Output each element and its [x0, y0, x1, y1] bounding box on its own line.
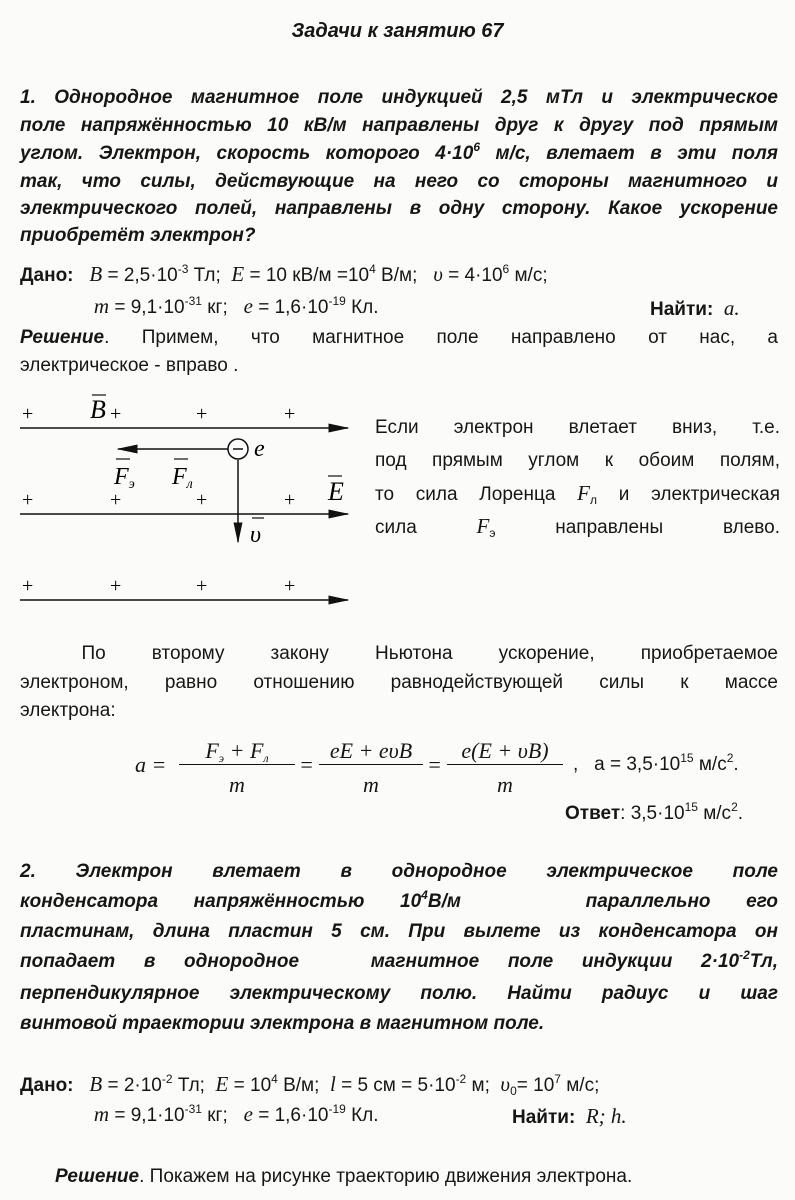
- page-title: Задачи к занятию 67: [291, 20, 504, 42]
- problem-2-line: [20, 950, 778, 974]
- newton-text: электроном, равно отношению равнодействующей силы к массе: [20, 672, 778, 693]
- plus-sign: +: [196, 489, 208, 511]
- plus-sign: +: [284, 403, 296, 425]
- text-segment: -3: [177, 262, 189, 276]
- newton-text: электрона:: [20, 700, 116, 721]
- text-segment: -2: [455, 1072, 467, 1086]
- text-segment: e: [243, 294, 253, 318]
- fraction-num-1: $F_э + F_л$: [179, 738, 295, 765]
- text-segment: направлены влево.: [495, 517, 780, 538]
- text-segment: = 5 см = 5·10: [335, 1075, 456, 1096]
- text-segment: = 9,1·10: [109, 1105, 185, 1126]
- text-segment: m: [93, 294, 110, 318]
- problem-2-line: [20, 890, 778, 914]
- text-segment: В/м;: [277, 1075, 330, 1096]
- plus-sign: +: [22, 575, 34, 597]
- text-segment: 0: [510, 1084, 517, 1098]
- text-segment: Решение: [20, 327, 105, 348]
- text-segment: [20, 1105, 94, 1126]
- text-segment: м/с;: [509, 265, 548, 286]
- text-segment: винтовой траектории электрона в магнитном поле.: [20, 1013, 545, 1034]
- text-segment: -19: [328, 1102, 346, 1116]
- find-1: [650, 296, 740, 322]
- text-segment: 1. Однородное магнитное поле индукцией 2,5 мТл и электрическое: [20, 87, 778, 108]
- text-segment: приобретёт электрон?: [20, 225, 256, 246]
- text-segment: -31: [184, 294, 202, 308]
- text-segment: Решение: [55, 1166, 140, 1187]
- text-segment: пластинам, длина пластин 5 см. При вылете из конденсатора он: [20, 921, 778, 942]
- text-segment: . Примем, что магнитное поле направлено от нас, а: [104, 327, 778, 348]
- text-segment: m: [93, 1102, 110, 1126]
- label-e: e: [254, 436, 265, 462]
- text-segment: E: [215, 1072, 229, 1096]
- field-diagram: [0, 390, 370, 615]
- text-segment: и электрическая: [597, 484, 781, 505]
- text-segment: 4: [421, 888, 428, 902]
- text-segment: e: [243, 1102, 253, 1126]
- formula-result: , $a = 3,5\cdot 10^{15}$ $м/с^2$.: [573, 751, 739, 775]
- text-segment: 6: [473, 140, 481, 154]
- text-segment: 4: [369, 262, 376, 276]
- text-segment: = 10: [516, 1075, 555, 1096]
- text-segment: м/с;: [560, 1075, 600, 1096]
- text-segment: 6: [502, 262, 510, 276]
- problem-2-line: [20, 1012, 778, 1036]
- side-text: [375, 481, 780, 507]
- plus-sign: +: [196, 403, 208, 425]
- text-segment: = 10: [228, 1075, 272, 1096]
- problem-2-line: [20, 982, 778, 1006]
- label-E: E: [328, 477, 344, 506]
- text-segment: э: [489, 526, 496, 540]
- text-segment: л: [590, 493, 598, 507]
- text-segment: углом. Электрон, скорость которого 4·10: [20, 143, 474, 164]
- text-segment: Тл;: [172, 1075, 216, 1096]
- text-segment: = 1,6·10: [252, 1105, 329, 1126]
- problem-2-line: [20, 920, 778, 944]
- text-segment: м;: [466, 1075, 501, 1096]
- text-segment: м/с: [697, 803, 732, 824]
- text-segment: Тл,: [749, 951, 778, 972]
- text-segment: : 3,5·10: [620, 803, 685, 824]
- text-segment: -19: [328, 294, 346, 308]
- text-segment: = 10 кВ/м =10: [244, 265, 370, 286]
- answer-1: [565, 802, 743, 826]
- text-segment: 2. Электрон влетает в однородное электрическое поле: [20, 861, 778, 882]
- newton-text: По второму закону Ньютона ускорение, приобретаемое: [20, 643, 778, 664]
- text-segment: B: [89, 1072, 103, 1096]
- text-segment: сила: [375, 517, 477, 538]
- label-Fe: Fэ: [114, 464, 135, 492]
- plus-sign: +: [284, 489, 296, 511]
- given-2: [20, 1102, 778, 1128]
- text-segment: = 1,6·10: [252, 297, 329, 318]
- formula-a: a =: [135, 752, 167, 777]
- text-segment: B: [89, 262, 103, 286]
- side-text: под прямым углом к обоим полям,: [375, 450, 780, 471]
- text-segment: F: [476, 514, 490, 538]
- solution-1: [20, 326, 778, 350]
- text-segment: [20, 297, 94, 318]
- text-segment: 4: [271, 1072, 278, 1086]
- solution-2: [55, 1165, 780, 1189]
- side-text: Если электрон влетает вниз, т.е.: [375, 417, 780, 438]
- text-segment: Дано:: [20, 1075, 74, 1096]
- text-segment: конденсатора напряжённостью 10: [20, 891, 422, 912]
- text-segment: [74, 265, 90, 286]
- given-1: [20, 262, 778, 288]
- text-segment: 2: [731, 800, 738, 814]
- find-value: a.: [723, 296, 740, 320]
- text-segment: l: [329, 1072, 336, 1096]
- problem-1-line: [20, 114, 778, 138]
- text-segment: кг;: [201, 297, 244, 318]
- plus-sign: +: [196, 575, 208, 597]
- plus-sign: +: [22, 489, 34, 511]
- text-segment: -2: [739, 948, 750, 962]
- text-segment: В/м;: [375, 265, 434, 286]
- text-segment: [74, 1075, 90, 1096]
- text-segment: электрического полей, направлены в одну сторону. Какое ускорение: [20, 198, 778, 219]
- plus-sign: +: [110, 489, 122, 511]
- text-segment: поле напряжённостью 10 кВ/м направлены друг к другу под прямым: [20, 115, 778, 136]
- fraction-den-3: m: [497, 772, 513, 797]
- equals: =: [427, 752, 442, 777]
- text-segment: -2: [161, 1072, 173, 1086]
- plus-sign: +: [110, 575, 122, 597]
- text-segment: E: [231, 262, 245, 286]
- text-segment: так, что силы, действующие на него со стороны магнитного и: [20, 171, 778, 192]
- text-segment: .: [737, 803, 744, 824]
- fraction-den-1: m: [229, 772, 245, 797]
- text-segment: = 9,1·10: [109, 297, 185, 318]
- find-2: [512, 1104, 627, 1130]
- text-segment: Кл.: [345, 1105, 379, 1126]
- text-segment: Кл.: [345, 297, 379, 318]
- equals: =: [299, 752, 314, 777]
- problem-1-line: [20, 224, 778, 248]
- text-segment: = 4·10: [442, 265, 503, 286]
- problem-1-line: [20, 142, 778, 166]
- text-segment: = 2,5·10: [102, 265, 178, 286]
- given-2: [20, 1072, 778, 1098]
- text-segment: Дано:: [20, 265, 74, 286]
- text-segment: м/с, влетает в эти поля: [480, 143, 778, 164]
- text-segment: то сила Лоренца: [375, 484, 578, 505]
- problem-1-line: [20, 197, 778, 221]
- find-value: R; h.: [585, 1104, 627, 1128]
- plus-sign: +: [110, 403, 122, 425]
- fraction-num-2: eE + eυB: [319, 738, 423, 765]
- fraction-den-2: m: [363, 772, 379, 797]
- label-v: υ: [250, 522, 262, 548]
- text-segment: Ответ: [565, 803, 621, 824]
- problem-1-line: [20, 170, 778, 194]
- problem-2-line: [20, 860, 778, 884]
- text-segment: В/м параллельно его: [427, 891, 778, 912]
- text-segment: перпендикулярное электрическому полю. Найти радиус и шаг: [20, 983, 778, 1004]
- text-segment: F: [577, 481, 590, 505]
- text-segment: 15: [684, 800, 698, 814]
- problem-1-line: [20, 86, 778, 110]
- label-Fl: Fл: [172, 464, 193, 492]
- find-label: Найти:: [650, 299, 714, 320]
- find-label: Найти:: [512, 1107, 576, 1128]
- plus-sign: +: [22, 403, 34, 425]
- label-B: B: [90, 395, 106, 424]
- text-segment: υ: [433, 262, 443, 286]
- text-segment: -31: [184, 1102, 202, 1116]
- text-segment: . Покажем на рисунке траекторию движения электрона.: [139, 1166, 633, 1187]
- text-segment: попадает в однородное магнитное поле индукции 2·10: [20, 951, 740, 972]
- side-text: [375, 514, 780, 540]
- text-segment: кг;: [201, 1105, 244, 1126]
- text-segment: Тл;: [188, 265, 232, 286]
- fraction-num-3: e(E + υB): [447, 738, 563, 765]
- text-segment: = 2·10: [102, 1075, 162, 1096]
- solution-1: [20, 354, 778, 378]
- text-segment: υ: [500, 1072, 511, 1096]
- text-segment: 7: [554, 1072, 561, 1086]
- plus-sign: +: [284, 575, 296, 597]
- text-segment: электрическое - вправо .: [20, 355, 239, 376]
